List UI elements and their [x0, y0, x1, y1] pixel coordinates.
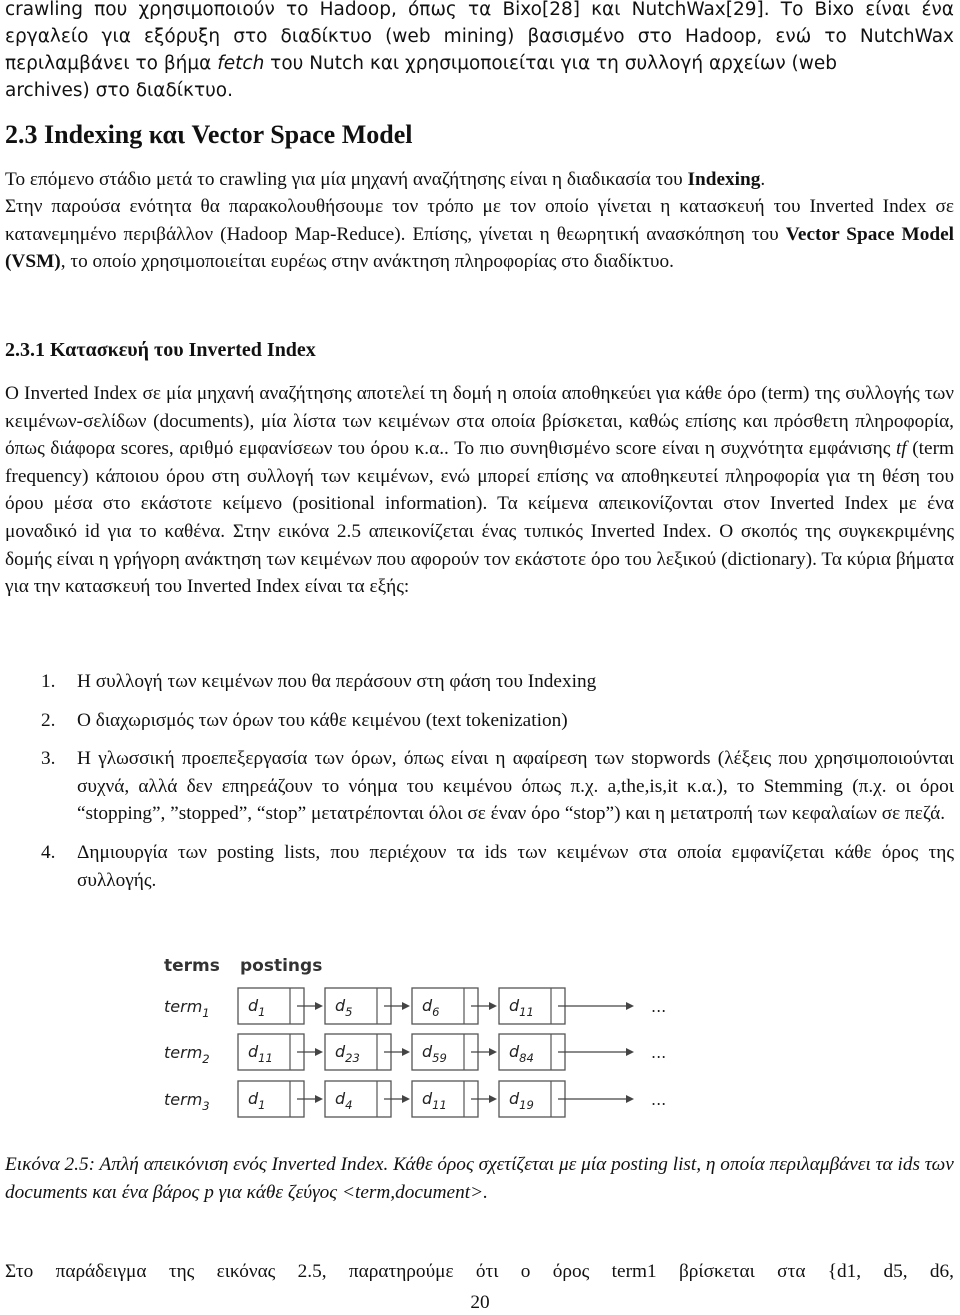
doc-id-label: $d_{11}$	[509, 996, 534, 1019]
arrow-head	[402, 1002, 410, 1010]
intro-line-4: archives) στο διαδίκτυο.	[5, 80, 233, 101]
doc-id-label: $d_{23}$	[335, 1042, 360, 1065]
figure-header-postings: postings	[240, 956, 323, 976]
subsection-number: 2.3.1	[5, 339, 45, 361]
step-item	[5, 707, 954, 735]
page-number: 20	[470, 1292, 490, 1313]
posting-cell	[238, 988, 304, 1024]
posting-cell	[412, 1081, 478, 1117]
doc-id-label: $d_6$	[422, 996, 440, 1019]
arrow-head	[315, 1095, 323, 1103]
term-label: term$_3$	[164, 1090, 210, 1113]
step-number: 4.	[41, 841, 56, 863]
continuation-line: Στο παράδειγμα της εικόνας 2.5, παρατηρούμε ότι ο όρος term1 βρίσκεται στα {d1, d5, d6,	[5, 1261, 954, 1282]
indexing-term: Indexing	[687, 169, 761, 190]
arrow-head	[402, 1095, 410, 1103]
posting-cell	[499, 1034, 565, 1070]
posting-cell	[499, 988, 565, 1024]
section-heading	[5, 120, 412, 150]
posting-cell	[499, 1081, 565, 1117]
arrow-head	[489, 1002, 497, 1010]
doc-id-label: $d_1$	[248, 996, 266, 1019]
figure-caption: Εικόνα 2.5: Απλή απεικόνιση ενός Inverted Index. Κάθε όρος σχετίζεται με μία posting list, η οποία περιλαμβάνει τα ids των documents και ένα βάρος p για κάθε ζεύγος <term,document>.	[5, 1154, 954, 1203]
arrow-head	[626, 1048, 634, 1056]
doc-id-label: $d_{19}$	[509, 1089, 534, 1112]
intro-line-1: crawling που χρησιμοποιούν το Hadoop, όπως τα Bixo[28] και NutchWax[29]. Το Bixo είναι ένα	[5, 0, 954, 20]
doc-id-label: $d_{11}$	[248, 1042, 273, 1065]
arrow-head	[315, 1002, 323, 1010]
vsm-term: Vector Space Model (VSM)	[5, 223, 954, 273]
section-paragraph	[5, 193, 954, 276]
arrow-head	[489, 1095, 497, 1103]
section-paragraph-part2: , το οποίο χρησιμοποιείται ευρέως στην ανάκτηση πληροφορίας στο διαδίκτυο.	[60, 251, 674, 273]
term-label: term$_2$	[164, 1043, 210, 1066]
step-text: Ο διαχωρισμός των όρων του κάθε κειμένου (text tokenization)	[77, 709, 568, 731]
step-item	[5, 839, 954, 894]
subsection-heading	[5, 339, 316, 362]
step-number: 1.	[41, 671, 56, 692]
posting-cell	[412, 1034, 478, 1070]
subsection-paragraph-a: O Inverted Index σε μία μηχανή αναζήτησης αποτελεί τη δομή η οποία αποθηκεύει για κάθε όρο (term) της συλλογής των κειμένων-σελίδων (documents), μία λίστα των κειμένων στα οποία βρίσκεται, καθώς επίσης και πρόσθετη πληροφορία, όπως διάφορα scores, αριθμό εμφανίσεων του όρου κ.α.. Το πιο συνηθισμένο score είναι η συχνότητα εμφάνισης	[5, 383, 954, 460]
posting-row	[164, 1081, 666, 1117]
intro-line-3-end: του Nutch και χρησιμοποιείται για τη συλλογή αρχείων (web	[264, 53, 838, 74]
term-label: term$_1$	[164, 997, 210, 1020]
figure-header-terms: terms	[164, 956, 220, 976]
section-number: 2.3	[5, 120, 38, 149]
subsection-title: Κατασκευή του Inverted Index	[50, 339, 316, 361]
figure-rows	[164, 988, 666, 1117]
doc-id-label: $d_4$	[335, 1089, 353, 1112]
fetch-word: fetch	[217, 53, 265, 74]
arrow-head	[315, 1048, 323, 1056]
doc-id-label: $d_{11}$	[422, 1089, 447, 1112]
arrow-head	[489, 1048, 497, 1056]
step-item	[5, 668, 954, 696]
doc-id-label: $d_5$	[335, 996, 353, 1019]
doc-id-label: $d_{59}$	[422, 1042, 447, 1065]
intro-line-3-start: περιλαμβάνει το βήμα	[5, 53, 218, 74]
steps-list	[5, 668, 954, 894]
tf-term: tf	[895, 438, 907, 460]
arrow-head	[626, 1095, 634, 1103]
doc-id-label: $d_{84}$	[509, 1042, 534, 1065]
step-number: 3.	[41, 748, 56, 770]
posting-cell	[238, 1081, 304, 1117]
posting-cell	[325, 1081, 391, 1117]
posting-cell	[325, 988, 391, 1024]
posting-cell	[325, 1034, 391, 1070]
section-title: Indexing και Vector Space Model	[44, 120, 413, 149]
step-text: Δημιουργία των posting lists, που περιέχουν τα ids των κειμένων στα οποία εμφανίζεται κάθε όρος της συλλογής.	[77, 841, 954, 891]
step-text: Η γλωσσική προεπεξεργασία των όρων, όπως είναι η αφαίρεση των stopwords (λέξεις που χρησιμοποιούνται συχνά, αλλά δεν επηρεάζουν το νόημα του κειμένου όπως π.χ. a,the,is,it κ.α.), το Stemming (π.χ. οι όροι “stopping”, ”stopped”, “stop” μετατρέπονται όλοι σε έναν όρο “stop”) και η μετατροπή των κεφαλαίων σε πεζά.	[77, 748, 954, 825]
posting-cell	[238, 1034, 304, 1070]
section-paragraph-part1: Στην παρούσα ενότητα θα παρακολουθήσουμε τον τρόπο με τον οποίο γίνεται η κατασκευή του Inverted Index σε κατανεμημένο περιβάλλον (Hadoop Map-Reduce). Επίσης, γίνεται η θεωρητική ανασκόπηση του	[5, 196, 954, 245]
intro-line-2: εργαλείο για εξόρυξη στο διαδίκτυο (web mining) βασισμένο στο Hadoop, ενώ το NutchWax	[5, 26, 954, 47]
section-intro-line	[5, 166, 954, 194]
posting-row	[164, 1034, 666, 1070]
arrow-head	[626, 1002, 634, 1010]
intro-line-3	[5, 50, 954, 77]
section-intro-text: Το επόμενο στάδιο μετά το crawling για μία μηχανή αναζήτησης είναι η διαδικασία του	[5, 169, 688, 190]
inverted-index-figure	[150, 948, 770, 1143]
subsection-paragraph-b: (term frequency) κάποιου όρου στη συλλογή των κειμένων, ενώ μπορεί επίσης να αποθηκευτεί πληροφορία για τη θέση του όρου μέσα στο εκάστοτε κείμενο (positional information). Τα κείμενα απεικονίζονται στον Inverted Index με ένα μοναδικό id για το καθένα. Στην εικόνα 2.5 απεικονίζεται ένας τυπικός Inverted Index. Ο σκοπός της συγκεκριμένης δομής είναι η γρήγορη ανάκτηση των κειμένων που αφορούν τον εκάστοτε όρο του λεξικού (dictionary). Τα κύρια βήματα για την κατασκευή του Inverted Index είναι τα εξής:	[5, 438, 955, 598]
ellipsis-label: ...	[651, 997, 667, 1016]
step-number: 2.	[41, 709, 56, 731]
step-text: Η συλλογή των κειμένων που θα περάσουν στη φάση του Indexing	[77, 671, 597, 692]
step-item	[5, 745, 954, 828]
arrow-head	[402, 1048, 410, 1056]
ellipsis-label: ...	[651, 1043, 667, 1062]
subsection-paragraph	[5, 380, 954, 601]
doc-id-label: $d_1$	[248, 1089, 266, 1112]
section-intro-period: .	[760, 169, 766, 190]
ellipsis-label: ...	[651, 1090, 667, 1109]
posting-row	[164, 988, 666, 1024]
posting-cell	[412, 988, 478, 1024]
